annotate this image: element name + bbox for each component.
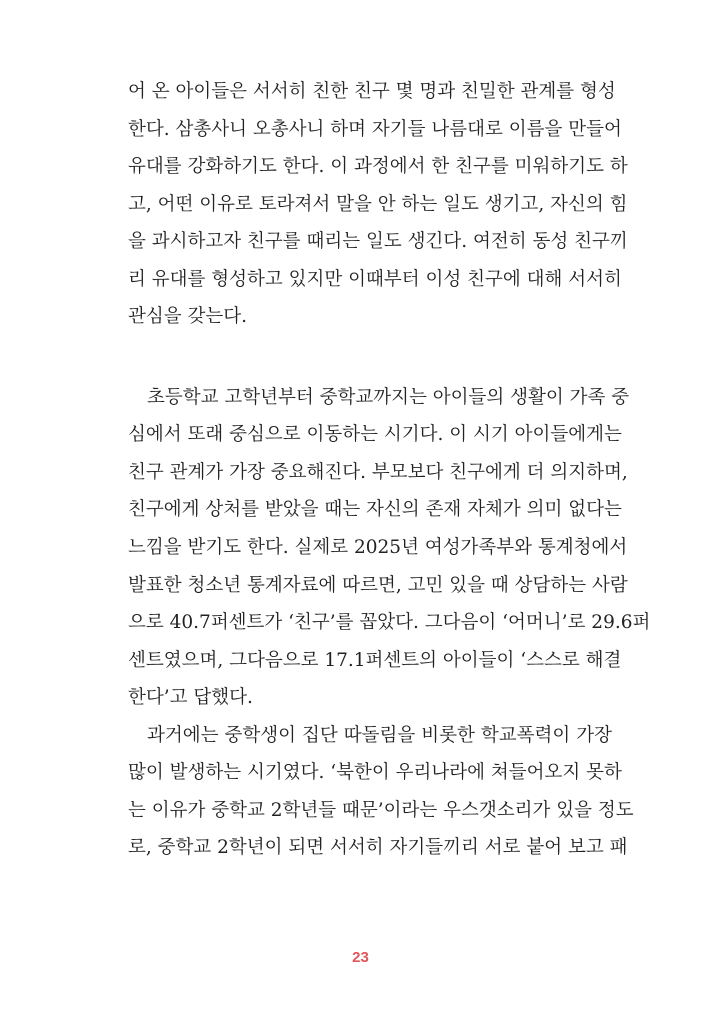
text-line: 로, 중학교 2학년이 되면 서서히 자기들끼리 서로 붙어 보고 패 — [128, 837, 628, 858]
text-line: 유대를 강화하기도 한다. 이 과정에서 한 친구를 미워하기도 하 — [128, 156, 628, 177]
text-line: 느낌을 받기도 한다. 실제로 2025년 여성가족부와 통계청에서 — [128, 537, 628, 558]
text-line: 과거에는 중학생이 집단 따돌림을 비롯한 학교폭력이 가장 — [147, 725, 612, 746]
text-line: 친구 관계가 가장 중요해진다. 부모보다 친구에게 더 의지하며, — [128, 462, 628, 483]
text-line: 센트였으며, 그다음으로 17.1퍼센트의 아이들이 ‘스스로 해결 — [128, 650, 622, 671]
text-line: 고, 어떤 이유로 토라져서 말을 안 하는 일도 생기고, 자신의 힘 — [128, 194, 628, 215]
text-line: 발표한 청소년 통계자료에 따르면, 고민 있을 때 상담하는 사람 — [128, 575, 628, 596]
text-line: 을 과시하고자 친구를 때리는 일도 생긴다. 여전히 동성 친구끼 — [128, 231, 628, 252]
text-line: 심에서 또래 중심으로 이동하는 시기다. 이 시기 아이들에게는 — [128, 424, 622, 445]
text-line: 초등학교 고학년부터 중학교까지는 아이들의 생활이 가족 중 — [147, 387, 630, 408]
text-line: 는 이유가 중학교 2학년들 때문’이라는 우스갯소리가 있을 정도 — [128, 800, 634, 821]
text-line: 한다’고 답했다. — [128, 687, 253, 708]
text-line: 어 온 아이들은 서서히 친한 친구 몇 명과 친밀한 관계를 형성 — [128, 81, 616, 102]
text-line: 한다. 삼총사니 오총사니 하며 자기들 나름대로 이름을 만들어 — [128, 119, 622, 140]
page-number: 23 — [352, 949, 369, 966]
text-line: 친구에게 상처를 받았을 때는 자신의 존재 자체가 의미 없다는 — [128, 499, 622, 520]
text-line: 으로 40.7퍼센트가 ‘친구’를 꼽았다. 그다음이 ‘어머니’로 29.6퍼 — [128, 612, 651, 633]
text-line: 관심을 갖는다. — [128, 306, 247, 327]
text-line: 리 유대를 형성하고 있지만 이때부터 이성 친구에 대해 서서히 — [128, 269, 622, 290]
text-line: 많이 발생하는 시기였다. ‘북한이 우리나라에 쳐들어오지 못하 — [128, 762, 622, 783]
